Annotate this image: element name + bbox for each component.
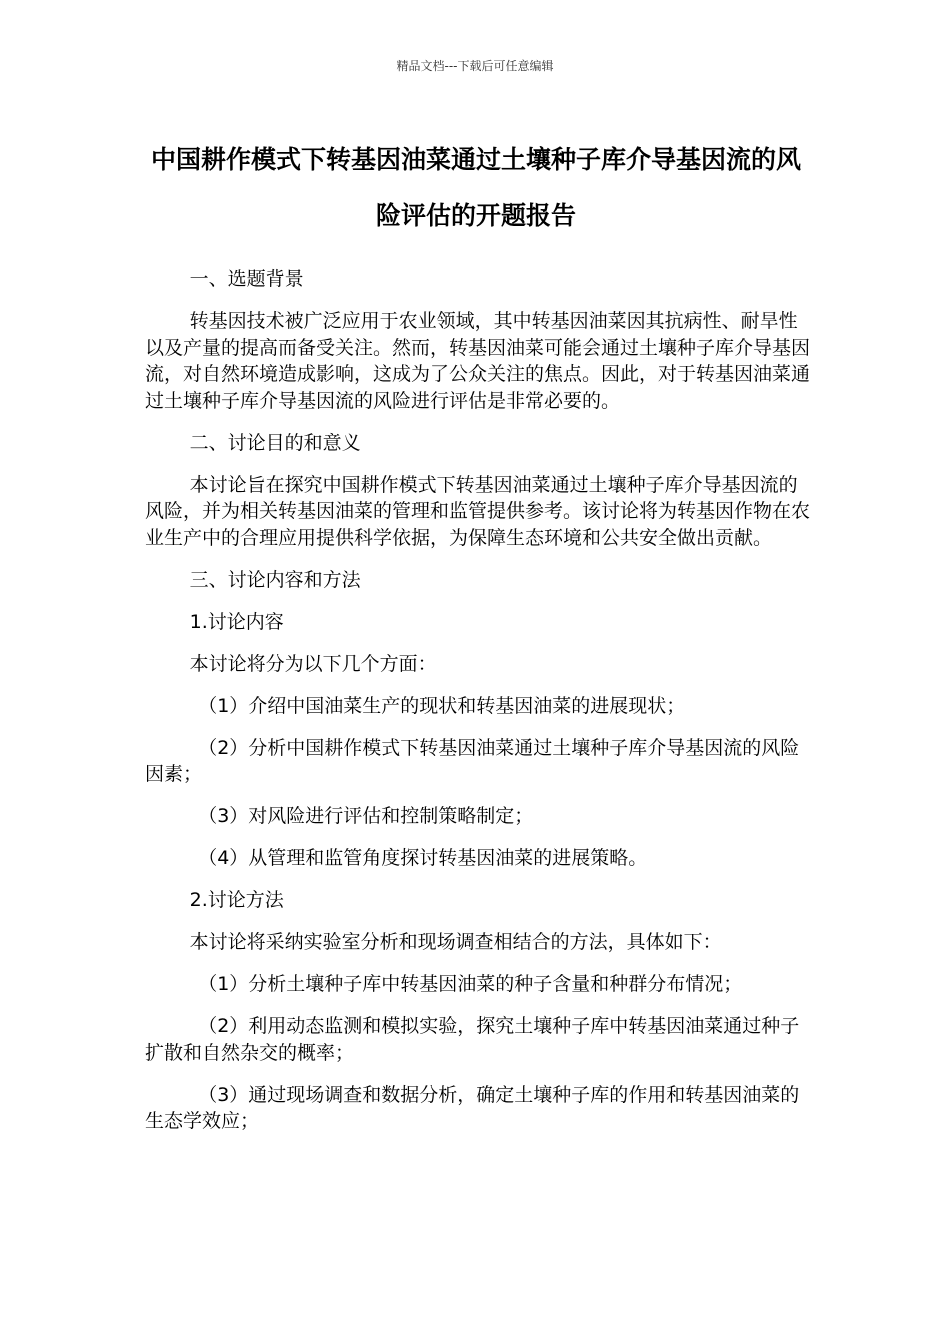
list-item: （3）对风险进行评估和控制策略制定；: [198, 805, 534, 827]
document-title: 中国耕作模式下转基因油菜通过土壤种子库介导基因流的风险评估的开题报告: [150, 145, 801, 230]
list-item: （2）利用动态监测和模拟实验，探究土壤种子库中转基因油菜通过种子扩散和自然杂交的概率；: [145, 1015, 800, 1064]
paragraph-content-intro: 本讨论将分为以下几个方面：: [189, 652, 437, 675]
section-heading-content-methods: 三、讨论内容和方法: [189, 568, 361, 591]
paragraph-methods-intro: 本讨论将采纳实验室分析和现场调查相结合的方法，具体如下：: [189, 931, 722, 953]
section-heading-purpose: 二、讨论目的和意义: [189, 431, 361, 454]
list-item: （1）分析土壤种子库中转基因油菜的种子含量和种群分布情况；: [198, 973, 743, 995]
section-heading-background: 一、选题背景: [189, 268, 304, 290]
paragraph-purpose: 本讨论旨在探究中国耕作模式下转基因油菜通过土壤种子库介导基因流的风险，并为相关转基因油菜的管理和监管提供参考。该讨论将为转基因作物在农业生产中的合理应用提供科学依据，为保障生态环境和公共安全做出贡献。: [145, 473, 811, 549]
list-item: （4）从管理和监管角度探讨转基因油菜的进展策略。: [198, 847, 648, 869]
paragraph-background: 转基因技术被广泛应用于农业领域，其中转基因油菜因其抗病性、耐旱性以及产量的提高而备受关注。然而，转基因油菜可能会通过土壤种子库介导基因流，对自然环境造成影响，这成为了公众关注的焦点。因此，对于转基因油菜通过土壤种子库介导基因流的风险进行评估是非常必要的。: [145, 310, 811, 412]
subheading-content: 1.讨论内容: [189, 610, 284, 633]
list-item: （1）介绍中国油菜生产的现状和转基因油菜的进展现状；: [198, 694, 686, 717]
header-note: 精品文档---下载后可任意编辑: [396, 59, 554, 73]
list-item: （3）通过现场调查和数据分析，确定土壤种子库的作用和转基因油菜的生态学效应；: [145, 1083, 800, 1132]
document-body: [145, 266, 810, 1150]
subheading-methods: 2.讨论方法: [189, 889, 284, 911]
list-item: （2）分析中国耕作模式下转基因油菜通过土壤种子库介导基因流的风险因素；: [145, 736, 800, 785]
